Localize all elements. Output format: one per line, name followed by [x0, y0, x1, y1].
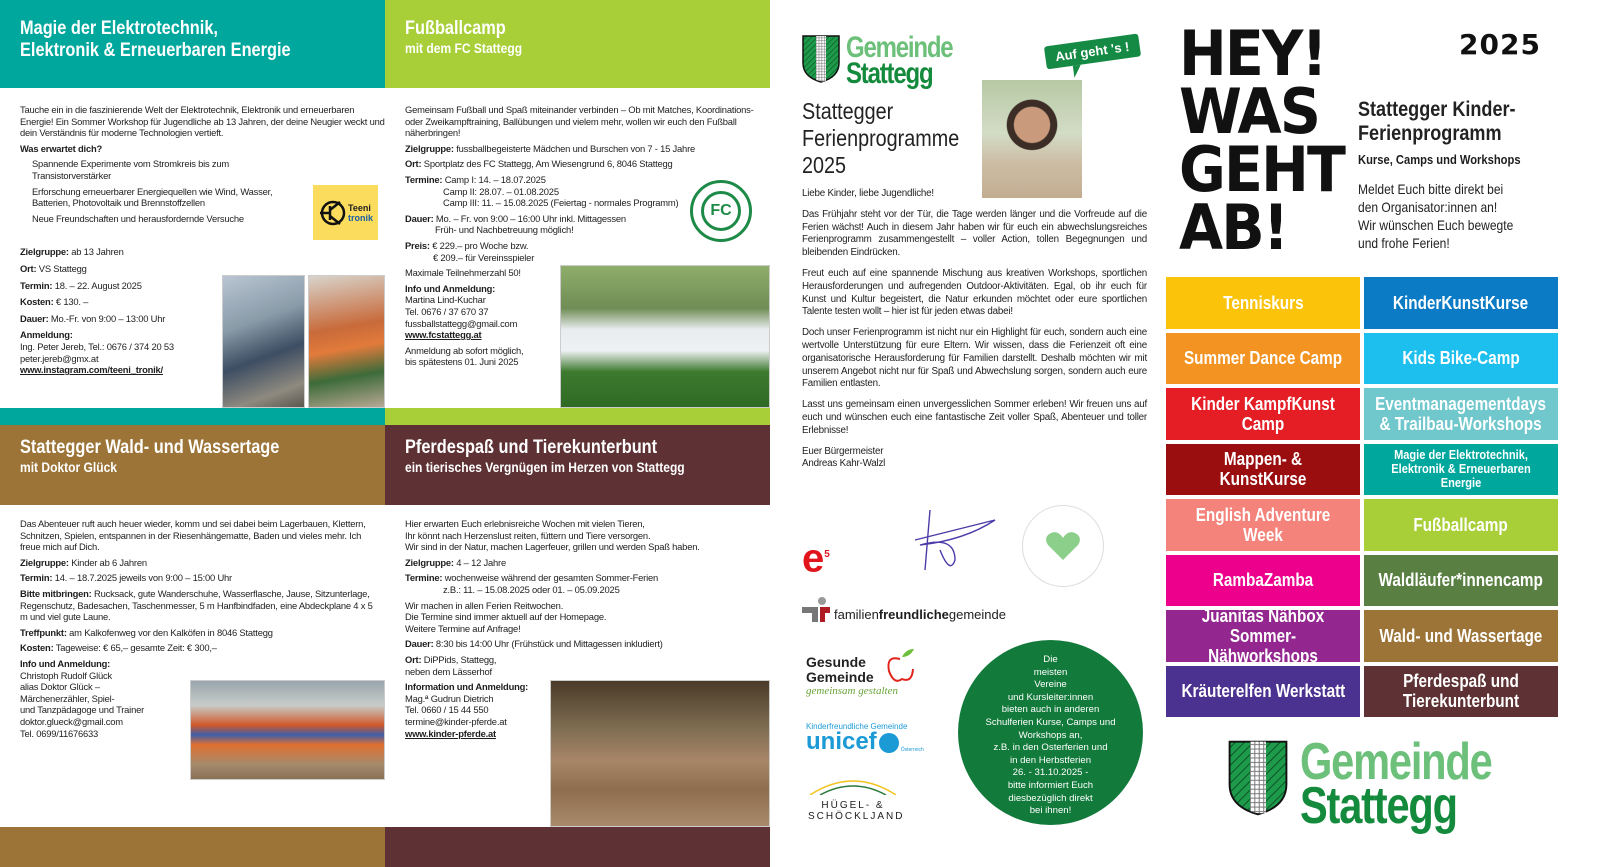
program-tile-label: Wald- und Wassertage [1379, 625, 1543, 646]
circle-line: bitte informiert Euch [1007, 779, 1094, 791]
label: Termine: [405, 173, 443, 185]
elektro-section [0, 0, 385, 408]
label: Zielgruppe: [20, 556, 69, 568]
fussball-deadline-1: Anmeldung ab sofort möglich, [405, 344, 524, 356]
program-tile-label: Tenniskurs [1222, 292, 1304, 313]
circle-line: 26. - 31.10.2025 - [1012, 767, 1089, 779]
e5-sup: 5 [824, 549, 830, 560]
letter-paragraph: Doch unser Ferienprogramm ist nicht nur ein Highlight für euch, sondern auch eine wertvolle Unterstützung für eure Eltern. Wir wissen, dass die Ferienzeit oft eine organisatorische Herausforderung für Familien darstellt. Deshalb möchten wir mit unserem Angebot nicht nur für Spaß und Abwechslung sorgen, sondern auch eure Familien entlasten. [802, 327, 1147, 390]
gemeinde-text: Gemeinde [806, 669, 874, 685]
program-tile[interactable] [1364, 666, 1558, 718]
label: Anmeldung: [20, 329, 73, 341]
headline-line: AB! [1179, 191, 1288, 264]
gemeinde-stattegg-logo [802, 31, 979, 90]
cover-text-line: Wir wünschen Euch bewegte [1358, 217, 1514, 233]
label: Kosten: [20, 296, 54, 308]
program-tile-label: Summer Dance Camp [1183, 348, 1343, 369]
label: Dauer: [405, 638, 434, 650]
fussball-info-label: Info und Anmeldung: [405, 282, 496, 294]
wald-footer-strip [0, 827, 385, 867]
circle-line: bei ihnen! [1029, 805, 1072, 817]
schoeckl-text: SCHÖCKLJAND [808, 811, 905, 822]
elektro-contact: Ing. Peter Jereb, Tel.: 0676 / 374 20 53 [20, 340, 174, 352]
hammock-photo [190, 680, 385, 780]
page-title [802, 98, 959, 179]
wald-info-email[interactable]: doktor.glueck@gmail.com [20, 715, 123, 727]
pferde-target: 4 – 12 Jahre [456, 556, 506, 568]
label: Zielgruppe: [405, 556, 454, 568]
program-tile-label: Fußballcamp [1413, 514, 1509, 535]
label: Kosten: [20, 642, 54, 654]
cover-text [1358, 180, 1513, 252]
label: Termin: [20, 572, 53, 584]
pferde-dates-2: z.B.: 11. – 15.08.2025 oder 01. – 05.09.2025 [443, 583, 620, 595]
pferde-intro-1: Hier erwarten Euch erlebnisreiche Wochen mit vielen Tieren, [405, 518, 645, 529]
program-tile-label: English Adventure Week [1195, 504, 1331, 545]
list-item: Erforschung erneuerbarer Energiequellen wie Wind, Wasser, Batterien, Photovoltaik und Brennstoffzellen [32, 185, 273, 209]
elektro-place: VS Stattegg [38, 262, 87, 274]
elektro-expect-list [32, 158, 282, 224]
pferde-subtitle: ein tierisches Vergnügen im Herzen von Stattegg [405, 459, 685, 475]
wald-target: Kinder ab 6 Jahren [71, 556, 147, 568]
unicef-country: Österreich [900, 747, 924, 753]
headline [1179, 17, 1345, 264]
tagline: gemeinsam gestalten [806, 685, 898, 697]
pferde-footer-strip [385, 827, 770, 867]
pferde-place-2: neben dem Lässerhof [405, 665, 492, 677]
cover-title-line: Ferienprogramm [1358, 122, 1502, 145]
label: Ort: [20, 262, 37, 274]
unicef-top-text: Kinderfreundliche Gemeinde [806, 722, 908, 731]
fc-stattegg-badge [690, 180, 752, 242]
program-tile-label: Magie der Elektrotechnik, Elektronik & Erneuerbaren Energie [1391, 447, 1531, 491]
circle-line: z.B. in den Osterferien und [993, 742, 1108, 754]
label: Treffpunkt: [20, 626, 67, 638]
title-line: 2025 [802, 152, 847, 178]
elektro-expect-heading: Was erwartet dich? [20, 142, 103, 154]
wald-info-line: Christoph Rudolf Glück [20, 669, 112, 681]
program-tile[interactable] [1166, 499, 1360, 551]
familien-text: familien [834, 607, 879, 622]
program-tile[interactable] [1166, 444, 1360, 496]
letter-paragraph: Lasst uns gemeinsam einen unvergesslichen Sommer erleben! Wir freuen uns auf euch und wünschen euch eine fantastische Zeit voller Spaß, Abenteuer und toller Erlebnisse! [802, 399, 1147, 436]
program-tile-label: Waldläufer*innencamp [1378, 570, 1544, 591]
list-item: Spannende Experimente vom Stromkreis bis zum Transistorverstärker [32, 158, 230, 181]
program-tile[interactable] [1364, 610, 1558, 662]
workshop-photo-2 [308, 275, 385, 408]
letter-paragraph: Das Frühjahr steht vor der Tür, die Tage werden länger und die Vorfreude auf die Ferien wächst! Auch in diesem Jahr haben wir für euch ein abwechslungsreiches Ferienprogramm zusammengestellt – voller Action, tollen Begegnungen und bleibenden Eindrücken. [802, 208, 1147, 259]
program-tile-label: Eventmanagementdays & Trailbau-Workshops [1375, 393, 1547, 434]
pferde-duration: 8:30 bis 14:00 Uhr (Frühstück und Mittagessen inkludiert) [435, 638, 663, 650]
pferde-info-label: Information und Anmeldung: [405, 681, 529, 693]
heart-icon [1045, 530, 1081, 562]
circle-line: und Kursleiter:innen [1007, 691, 1094, 703]
program-tile[interactable] [1364, 333, 1558, 385]
program-tile[interactable] [1166, 388, 1360, 440]
circle-line: bieten auch in anderen [1001, 704, 1100, 716]
wald-title: Stattegger Wald- und Wassertage [20, 437, 280, 458]
program-tile-label: RambaZamba [1212, 570, 1314, 591]
fussball-date-3: Camp III: 11. – 15.08.2025 (Feiertag - normales Programm) [443, 197, 679, 209]
fussball-date-1: Camp I: 14. – 18.07.2025 [444, 173, 546, 185]
label: Preis: [405, 239, 430, 251]
cover-title [1358, 98, 1516, 146]
gemeinde-stattegg-logo-bottom [1228, 733, 1539, 835]
mayor-photo [982, 80, 1082, 198]
signature-icon [905, 505, 1000, 575]
pferde-header [385, 425, 770, 505]
program-tile[interactable] [1364, 388, 1558, 440]
label: Zielgruppe: [405, 142, 454, 154]
fussball-subtitle: mit dem FC Stattegg [405, 40, 523, 56]
label: Termine: [405, 572, 443, 584]
fussball-price-2: € 209.– für Vereinsspieler [433, 251, 535, 263]
teeni-text: Teeni [347, 202, 371, 213]
circle-line: Die [1043, 654, 1058, 665]
greeting: Liebe Kinder, liebe Jugendliche! [802, 188, 934, 199]
title-line: Stattegger [802, 98, 894, 124]
unicef-globe-icon [879, 733, 899, 753]
headline-line: HEY! [1179, 17, 1326, 90]
pferde-intro-2: Ihr könnt nach Herzenslust reiten, füttern und Tiere versorgen. [405, 529, 651, 541]
familien-icon [802, 596, 830, 622]
wald-cost: Tageweise: € 65,– gesamte Zeit: € 300,– [55, 642, 217, 654]
logo-gemeinde-text: Gemeinde [846, 31, 953, 64]
program-tile[interactable] [1166, 333, 1360, 385]
cover-text-line: und frohe Ferien! [1358, 235, 1450, 251]
huegel-text: HÜGEL- & [821, 800, 885, 811]
fussball-info-tel: Tel. 0676 / 37 670 37 [405, 305, 489, 317]
e5-letter: e [802, 536, 825, 581]
unicef-logo [806, 722, 924, 753]
pferde-note: Die Termine sind immer aktuell auf der Homepage. [405, 611, 607, 623]
program-tile[interactable] [1364, 555, 1558, 607]
elektro-intro: Tauche ein in die faszinierende Welt der Elektrotechnik, Elektronik und erneuerbaren Energie! Ein Sommer Workshop für Jugendliche ab 13 Jahren, der deine Neugier weckt und dein Verständnis für moderne Technologien vertieft. [20, 104, 385, 139]
fussball-deadline-2: bis spätestens 01. Juni 2025 [405, 356, 519, 368]
fussball-info-name: Martina Lind-Kuchar [405, 294, 486, 306]
fussball-place: Sportplatz des FC Stattegg, Am Wiesengrund 6, 8046 Stattegg [423, 158, 673, 170]
fussball-duration-1: Mo. – Fr. von 9:00 – 16:00 Uhr inkl. Mittagessen [435, 212, 626, 224]
teal-strip [0, 408, 385, 425]
pferde-website-link[interactable]: www.kinder-pferde.at [405, 727, 496, 739]
pferde-place-1: DiPPids, Stattegg, [423, 653, 497, 665]
tronik-text: tronik [347, 212, 373, 223]
pferde-intro-3: Wir sind in der Natur, machen Lagerfeuer, grillen und werden Spaß haben. [405, 541, 700, 553]
fussball-section [385, 0, 770, 408]
mayor-letter [802, 188, 1147, 471]
wald-date: 14. – 18.7.2025 jeweils von 9:00 – 15:00 Uhr [54, 572, 232, 584]
wald-meet: am Kalkofenweg vor den Kalköfen in 8046 Stattegg [69, 626, 273, 638]
program-grid [1166, 277, 1558, 717]
cover-text-line: Meldet Euch bitte direkt bei [1358, 181, 1504, 197]
program-tile[interactable] [1364, 444, 1558, 496]
pferde-note: Weitere Termine auf Anfrage! [405, 622, 521, 634]
football-team-photo [560, 265, 770, 408]
elektro-date: 18. – 22. August 2025 [54, 279, 142, 291]
circle-line: Vereine [1034, 679, 1067, 691]
lime-strip [385, 408, 770, 425]
title-line: Ferienprogramme [802, 125, 960, 151]
wald-info-tel: Tel. 0699/11676633 [20, 727, 99, 739]
pferde-note: Wir machen in allen Ferien Reitwochen. [405, 599, 564, 611]
cover-title-line: Stattegger Kinder- [1358, 98, 1516, 121]
elektro-cost: € 130. – [55, 296, 89, 308]
headline-line: GEHT [1179, 133, 1345, 206]
program-tile[interactable] [1166, 666, 1360, 718]
fc-initials: FC [701, 191, 741, 231]
circle-line: in den Herbstferien [1009, 754, 1092, 766]
headline-line: WAS [1179, 75, 1320, 148]
wald-info-label: Info und Anmeldung: [20, 657, 111, 669]
gemeinde-text: gemeinde [948, 607, 1006, 622]
circle-line: Schulferien Kurse, Camps und [985, 716, 1116, 728]
unicef-word: unicef [806, 728, 877, 755]
wald-info-line: und Tanzpädagoge und Trainer [20, 704, 145, 716]
wald-bring: Rucksack, gute Wanderschuhe, Wasserflasche, Jause, Sitzunterlage, Regenschutz, Badesachen, Taschenmesser, 5 m Hanfbindfaden, eine Abdeckplane 4 x 5 m und viel gute Laune. [20, 587, 373, 623]
signoff: Euer Bürgermeister [802, 445, 884, 457]
circle-line: Workshops an, [1018, 729, 1083, 741]
fussball-duration-2: Früh- und Nachbetreuung möglich! [435, 224, 574, 236]
program-tile[interactable] [1166, 277, 1360, 329]
program-tile[interactable] [1364, 499, 1558, 551]
pferde-section [385, 408, 770, 867]
pferde-info-email[interactable]: termine@kinder-pferde.at [405, 715, 507, 727]
label: Termin: [20, 279, 53, 291]
gesunde-gemeinde-logo [806, 655, 898, 697]
huegel-schoeckl-logo [808, 775, 905, 822]
circle-line: diesbezüglich direkt [1008, 792, 1093, 804]
elektro-duration: Mo.-Fr. von 9:00 – 13:00 Uhr [50, 312, 166, 324]
label: Zielgruppe: [20, 246, 69, 258]
fussball-intro: Gemeinsam Fußball und Spaß miteinander verbinden – Ob mit Matches, Koordinations- oder Zweikampftraining, Ballübungen und vielem mehr, wollen wir euch den Fußball näherbringen! [405, 104, 754, 139]
logo-stattegg-text: Stattegg [1300, 777, 1457, 835]
fussball-max: Maximale Teilnehmerzahl 50! [405, 267, 521, 279]
label: Ort: [405, 158, 422, 170]
label: Bitte mitbringen: [20, 587, 92, 599]
program-tile[interactable] [1166, 605, 1360, 666]
label: Dauer: [405, 212, 434, 224]
fussball-header [385, 0, 770, 88]
transistor-icon [318, 198, 348, 228]
wald-subtitle: mit Doktor Glück [20, 459, 118, 475]
wald-section [0, 408, 385, 867]
label: Ort: [405, 653, 422, 665]
cover-text-line: den Organisator:innen an! [1358, 199, 1498, 215]
cover-subtitle: Kurse, Camps und Workshops [1358, 152, 1521, 167]
program-tile-label: Kinder KampfKunst Camp [1191, 393, 1335, 434]
apple-icon [886, 647, 916, 685]
coat-of-arms-icon [802, 35, 840, 83]
list-item: Neue Freundschaften und herausfordernde Versuche [32, 212, 244, 224]
logo-stattegg-text: Stattegg [846, 57, 933, 90]
pferde-dates-1: wochenweise während der gesamten Sommer-Ferien [444, 572, 659, 584]
e5-logo [802, 535, 830, 581]
unser-stattegg-seal [1022, 505, 1104, 587]
pferde-info-name: Mag.ª Gudrun Dietrich [405, 692, 494, 704]
speech-bubble: Auf geht 's ! [1044, 34, 1141, 70]
hill-icon [808, 775, 898, 795]
freundliche-text: freundliche [878, 607, 949, 622]
fussball-target: fussballbegeisterte Mädchen und Burschen von 7 - 15 Jahre [456, 142, 696, 154]
program-tile[interactable] [1364, 277, 1558, 329]
elektro-instagram-link[interactable]: www.instagram.com/teeni_tronik/ [20, 364, 163, 376]
elektro-email[interactable]: peter.jereb@gmx.at [20, 352, 99, 364]
program-tile-label: Mappen- & KunstKurse [1219, 449, 1307, 490]
teenitronik-logo [313, 185, 378, 240]
fussball-website-link[interactable]: www.fcstattegg.at [405, 329, 482, 341]
wald-header [0, 425, 385, 505]
elektro-target: ab 13 Jahren [71, 246, 124, 258]
circle-line: meisten [1033, 666, 1068, 678]
program-tile-label: Juanitas Nähbox Sommer-Nähworkshops [1201, 605, 1325, 666]
program-tile-label: KinderKunstKurse [1393, 292, 1529, 313]
wald-info-line: alias Doktor Glück – [20, 681, 100, 693]
wald-intro: Das Abenteuer ruft auch heuer wieder, komm und sei dabei beim Lagerbauen, Klettern, Schnitzen, Spielen, entspannen in der Riesenhängematte, Baden und vieles mehr. Ich freue mich auf Dich. [20, 518, 366, 553]
logo-gemeinde-text: Gemeinde [1300, 733, 1492, 791]
pferde-info-tel: Tel. 0660 / 15 44 550 [405, 704, 489, 716]
program-tile[interactable] [1166, 555, 1360, 607]
info-circle [958, 640, 1143, 825]
program-tile-label: Kids Bike-Camp [1402, 348, 1520, 369]
mayor-name: Andreas Kahr-Walzl [802, 458, 886, 470]
year-label: 2025 [1459, 28, 1541, 61]
coat-of-arms-icon [1228, 740, 1288, 816]
elektro-header [0, 0, 385, 88]
program-tile-label: Kräuterelfen Werkstatt [1181, 681, 1345, 702]
fussball-info-email[interactable]: fussballstattegg@gmail.com [405, 317, 518, 329]
gesunde-text: Gesunde [806, 654, 866, 670]
elektro-title-2: Elektronik & Erneuerbaren Energie [20, 40, 291, 61]
fussball-title: Fußballcamp [405, 18, 506, 39]
workshop-photo-1 [222, 275, 305, 408]
program-tile-label: Pferdespaß und Tierekunterbunt [1402, 671, 1520, 712]
familienfreundliche-logo [802, 596, 1006, 622]
label: Dauer: [20, 312, 49, 324]
letter-paragraph: Freut euch auf eine spannende Mischung aus kreativen Workshops, sportlichen Herausforderungen und aufregenden Outdoor-Aktivitäten. Egal, ob ihr euch für Kunst und Kultur begeistert, die Natur erkunden möchtet oder eure sportlichen Talente testen wollt – hier ist für jeden etwas dabei! [802, 267, 1147, 318]
pony-photo [550, 680, 770, 827]
fussball-date-2: Camp II: 28.07. – 01.08.2025 [443, 185, 559, 197]
elektro-title-1: Magie der Elektrotechnik, [20, 18, 218, 39]
fussball-price-1: € 229.– pro Woche bzw. [432, 239, 529, 251]
wald-info-line: Märchenerzähler, Spiel- [20, 692, 115, 704]
pferde-title: Pferdespaß und Tierekunterbunt [405, 437, 658, 458]
